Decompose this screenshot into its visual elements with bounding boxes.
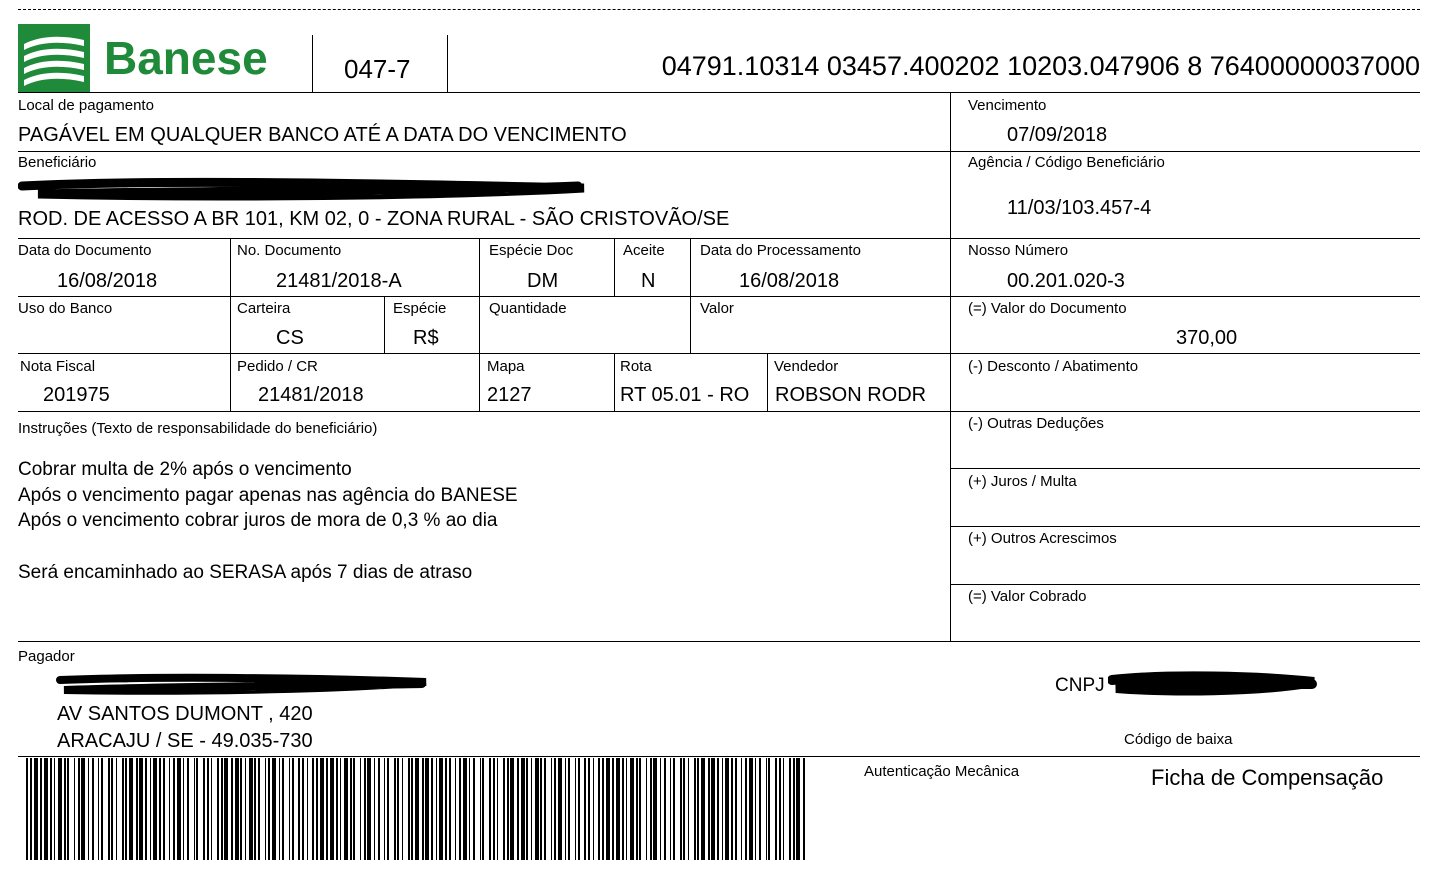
- pedido-value: 21481/2018: [258, 384, 364, 406]
- barcode-bar: [793, 758, 795, 860]
- col-line: [479, 238, 480, 411]
- row-line: [950, 584, 1420, 585]
- barcode-bar: [510, 758, 514, 860]
- nosso-numero-label: Nosso Número: [968, 242, 1069, 259]
- barcode-bar: [40, 758, 42, 860]
- barcode-bar: [606, 758, 610, 860]
- barcode-bar: [81, 758, 85, 860]
- barcode-bar: [92, 758, 94, 860]
- barcode-bar: [249, 758, 253, 860]
- barcode-bar: [111, 758, 113, 860]
- barcode-bar: [459, 758, 461, 860]
- barcode-bar: [98, 758, 99, 860]
- barcode-bar: [268, 758, 270, 860]
- barcode-bar: [680, 758, 682, 860]
- barcode-bar: [34, 758, 38, 860]
- barcode-bar: [163, 758, 165, 860]
- bank-name: Banese: [104, 32, 268, 84]
- barcode-bar: [136, 758, 138, 860]
- barcode-bar: [88, 758, 89, 860]
- barcode-bar: [422, 758, 424, 860]
- barcode-bar: [265, 758, 266, 860]
- row-line: [18, 238, 1420, 239]
- barcode-bar: [194, 758, 195, 860]
- nosso-numero-value: 00.201.020-3: [1007, 270, 1125, 292]
- barcode-bar: [203, 758, 205, 860]
- instrucoes-label: Instruções (Texto de responsabilidade do beneficiário): [18, 420, 378, 437]
- barcode-bar: [493, 758, 495, 860]
- agencia-value: 11/03/103.457-4: [1007, 197, 1152, 219]
- barcode-bar: [378, 758, 380, 860]
- local-pagamento-label: Local de pagamento: [18, 97, 154, 114]
- barcode-bar: [272, 758, 276, 860]
- barcode-bar: [397, 758, 399, 860]
- barcode-bar: [646, 758, 647, 860]
- barcode-bar: [745, 758, 747, 860]
- col-line: [230, 238, 231, 411]
- barcode-bar: [660, 758, 661, 860]
- autenticacao-label: Autenticação Mecânica: [864, 763, 1020, 780]
- barcode-bar: [779, 758, 781, 860]
- pagador-address-line2: ARACAJU / SE - 49.035-730: [57, 730, 313, 752]
- barcode-bar: [207, 758, 209, 860]
- barcode-bar: [683, 758, 685, 860]
- barcode-bar: [759, 758, 761, 860]
- rota-label: Rota: [620, 358, 652, 375]
- barcode-bar: [78, 758, 80, 860]
- row-line: [950, 468, 1420, 469]
- cnpj-label: CNPJ: [1055, 675, 1105, 696]
- row-line: [18, 296, 1420, 297]
- barcode-bar: [565, 758, 566, 860]
- barcode-bar: [749, 758, 753, 860]
- barcode-bar: [312, 758, 314, 860]
- barcode-bar: [578, 758, 580, 860]
- mapa-label: Mapa: [487, 358, 525, 375]
- barcode-bar: [526, 758, 528, 860]
- barcode-bar: [240, 758, 242, 860]
- barcode-bar: [630, 758, 634, 860]
- barcode-bar: [482, 758, 484, 860]
- barcode-bar: [108, 758, 110, 860]
- outros-acrescimos-label: (+) Outros Acrescimos: [968, 530, 1117, 547]
- pagador-label: Pagador: [18, 648, 75, 665]
- barcode-bar: [254, 758, 256, 860]
- barcode-bar: [731, 758, 733, 860]
- barcode-bar: [708, 758, 710, 860]
- barcode-bar: [436, 758, 437, 860]
- juros-label: (+) Juros / Multa: [968, 473, 1077, 490]
- barcode-bar: [449, 758, 451, 860]
- barcode-bar: [593, 758, 594, 860]
- row-line: [18, 353, 1420, 354]
- col-line: [767, 353, 768, 411]
- barcode-bar: [302, 758, 304, 860]
- redaction-scribble: [56, 672, 432, 700]
- instruction-line: Cobrar multa de 2% após o vencimento: [18, 459, 352, 480]
- pagador-address-line1: AV SANTOS DUMONT , 420: [57, 703, 313, 725]
- barcode-bar: [245, 758, 246, 860]
- barcode-bar: [588, 758, 590, 860]
- barcode-bar: [159, 758, 161, 860]
- row-line: [18, 411, 1420, 412]
- row-line: [18, 756, 1420, 757]
- barcode-bar: [673, 758, 675, 860]
- barcode-bar: [602, 758, 604, 860]
- ficha-compensacao-label: Ficha de Compensação: [1151, 765, 1384, 790]
- nota-fiscal-label: Nota Fiscal: [20, 358, 96, 375]
- row-line: [18, 641, 1420, 642]
- barcode-bar: [289, 758, 290, 860]
- barcode-bar: [783, 758, 784, 860]
- barcode-bar: [408, 758, 410, 860]
- barcode-bar: [183, 758, 184, 860]
- barcode-bar: [803, 758, 805, 860]
- barcode-bar: [616, 758, 620, 860]
- barcode-bar: [622, 758, 624, 860]
- barcode-bar: [402, 758, 403, 860]
- barcode-bar: [125, 758, 127, 860]
- barcode-bar: [145, 758, 147, 860]
- barcode-bar: [292, 758, 294, 860]
- barcode-bar: [517, 758, 519, 860]
- barcode-bar: [650, 758, 652, 860]
- barcode-bar: [279, 758, 280, 860]
- data-documento-label: Data do Documento: [18, 242, 152, 259]
- barcode-bar: [722, 758, 723, 860]
- barcode-bar: [30, 758, 32, 860]
- digitable-line: 04791.10314 03457.400202 10203.047906 8 76400000037000: [661, 51, 1420, 81]
- barcode-bar: [636, 758, 638, 860]
- barcode-bar: [626, 758, 627, 860]
- barcode-bar: [540, 758, 542, 860]
- barcode-bar: [353, 758, 355, 860]
- local-pagamento-value: PAGÁVEL EM QUALQUER BANCO ATÉ A DATA DO VENCIMENTO: [18, 124, 627, 146]
- especie-value: R$: [413, 327, 439, 349]
- barcode-bar: [64, 758, 66, 860]
- barcode-bar: [670, 758, 671, 860]
- barcode-bar: [717, 758, 719, 860]
- barcode-bar: [766, 758, 767, 860]
- outras-deducoes-label: (-) Outras Deduções: [968, 415, 1104, 432]
- banese-logo-icon: [18, 24, 90, 92]
- barcode-bar: [551, 758, 552, 860]
- barcode-bar: [521, 758, 525, 860]
- barcode-bar: [54, 758, 55, 860]
- barcode-bar: [384, 758, 385, 860]
- pedido-label: Pedido / CR: [237, 358, 318, 375]
- barcode-bar: [336, 758, 338, 860]
- col-line: [690, 238, 691, 353]
- barcode-bar: [568, 758, 570, 860]
- barcode-bar: [196, 758, 198, 860]
- vencimento-label: Vencimento: [968, 97, 1047, 114]
- barcode-bar: [415, 758, 419, 860]
- barcode-bar: [224, 758, 228, 860]
- barcode-bar: [664, 758, 666, 860]
- barcode-bar: [469, 758, 470, 860]
- valor-cobrado-label: (=) Valor Cobrado: [968, 588, 1087, 605]
- aceite-label: Aceite: [623, 242, 665, 259]
- barcode-bar: [796, 758, 800, 860]
- barcode-bar: [473, 758, 475, 860]
- valor-documento-value: 370,00: [1176, 327, 1238, 349]
- barcode-bar: [187, 758, 189, 860]
- barcode-bar: [653, 758, 657, 860]
- no-documento-value: 21481/2018-A: [276, 270, 402, 292]
- barcode-bar: [639, 758, 641, 860]
- barcode-bar: [554, 758, 556, 860]
- barcode-bar: [768, 758, 770, 860]
- especie-doc-label: Espécie Doc: [489, 242, 574, 259]
- divider: [447, 35, 448, 92]
- row-line: [18, 92, 1420, 93]
- barcode-bar: [531, 758, 532, 860]
- especie-doc-value: DM: [527, 270, 559, 292]
- barcode-bar: [44, 758, 48, 860]
- barcode-bar: [298, 758, 300, 860]
- barcode-bar: [694, 758, 696, 860]
- barcode-bar: [320, 758, 324, 860]
- valor-documento-label: (=) Valor do Documento: [968, 300, 1127, 317]
- redaction-scribble: [18, 176, 588, 206]
- vencimento-value: 07/09/2018: [1007, 124, 1108, 146]
- desconto-label: (-) Desconto / Abatimento: [968, 358, 1139, 375]
- barcode-bar: [364, 758, 366, 860]
- barcode-bar: [735, 758, 737, 860]
- barcode-bar: [139, 758, 143, 860]
- rota-value: RT 05.01 - RO: [620, 384, 750, 406]
- instruction-line: Será encaminhado ao SERASA após 7 dias de atraso: [18, 562, 473, 583]
- barcode-bar: [711, 758, 715, 860]
- barcode-bar: [612, 758, 614, 860]
- barcode-bar: [575, 758, 576, 860]
- barcode-bar: [755, 758, 756, 860]
- barcode-bar: [489, 758, 491, 860]
- col-line: [384, 296, 385, 353]
- bank-code: 047-7: [344, 54, 411, 84]
- carteira-value: CS: [276, 327, 304, 349]
- uso-banco-label: Uso do Banco: [18, 300, 113, 317]
- barcode-bar: [153, 758, 157, 860]
- barcode-bar: [439, 758, 443, 860]
- barcode-bar: [211, 758, 212, 860]
- barcode-bar: [350, 758, 352, 860]
- row-line: [18, 151, 1420, 152]
- redaction-scribble: [1108, 670, 1320, 700]
- col-line: [950, 92, 951, 641]
- nota-fiscal-value: 201975: [43, 384, 110, 406]
- barcode-bar: [725, 758, 729, 860]
- barcode-bar: [411, 758, 413, 860]
- row-line: [950, 526, 1420, 527]
- barcode-bar: [58, 758, 62, 860]
- barcode-bar: [367, 758, 371, 860]
- vendedor-value: ROBSON RODR: [775, 384, 927, 406]
- cut-line: [18, 9, 1420, 10]
- barcode-bar: [173, 758, 175, 860]
- aceite-value: N: [641, 270, 656, 292]
- barcode-bar: [455, 758, 456, 860]
- barcode-bar: [129, 758, 133, 860]
- beneficiario-label: Beneficiário: [18, 154, 97, 171]
- barcode-bar: [463, 758, 467, 860]
- barcode-bar: [231, 758, 233, 860]
- barcode-bar: [344, 758, 348, 860]
- agencia-label: Agência / Código Beneficiário: [968, 154, 1165, 171]
- col-line: [614, 238, 615, 296]
- barcode-bar: [445, 758, 447, 860]
- col-line: [614, 353, 615, 411]
- barcode-bar: [122, 758, 124, 860]
- barcode-bar: [431, 758, 433, 860]
- barcode-bar: [258, 758, 260, 860]
- barcode-bar: [67, 758, 69, 860]
- barcode-bar: [775, 758, 777, 860]
- barcode-bar: [330, 758, 334, 860]
- no-documento-label: No. Documento: [237, 242, 342, 259]
- barcode-bar: [544, 758, 546, 860]
- barcode-bar: [169, 758, 170, 860]
- barcode-bar: [26, 758, 28, 860]
- data-documento-value: 16/08/2018: [57, 270, 158, 292]
- barcode-bar: [387, 758, 389, 860]
- barcode-bar: [688, 758, 689, 860]
- barcode-bar: [598, 758, 600, 860]
- barcode-bar: [217, 758, 219, 860]
- especie-label: Espécie: [393, 300, 447, 317]
- barcode-bar: [480, 758, 481, 860]
- barcode-bar: [497, 758, 498, 860]
- barcode-bar: [316, 758, 318, 860]
- barcode-bar: [789, 758, 791, 860]
- beneficiario-address: ROD. DE ACESSO A BR 101, KM 02, 0 - ZONA RURAL - SÃO CRISTOVÃO/SE: [18, 208, 730, 230]
- quantidade-label: Quantidade: [489, 300, 567, 317]
- data-processamento-value: 16/08/2018: [739, 270, 840, 292]
- barcode-bar: [50, 758, 52, 860]
- barcode-bar: [374, 758, 375, 860]
- barcode-bar: [503, 758, 505, 860]
- barcode-bar: [177, 758, 181, 860]
- barcode-bar: [326, 758, 328, 860]
- valor-label: Valor: [700, 300, 734, 317]
- instruction-line: Após o vencimento cobrar juros de mora de 0,3 % ao dia: [18, 510, 498, 531]
- codigo-baixa-label: Código de baixa: [1124, 731, 1233, 748]
- divider: [312, 35, 313, 92]
- barcode-bar: [558, 758, 562, 860]
- barcode-bar: [701, 758, 705, 860]
- barcode-bar: [360, 758, 361, 860]
- mapa-value: 2127: [487, 384, 532, 406]
- barcode-bar: [307, 758, 308, 860]
- barcode-bar: [741, 758, 742, 860]
- barcode-bar: [340, 758, 341, 860]
- data-processamento-label: Data do Processamento: [700, 242, 861, 259]
- barcode-bar: [235, 758, 239, 860]
- barcode-bar: [282, 758, 284, 860]
- vendedor-label: Vendedor: [774, 358, 839, 375]
- barcode-bar: [221, 758, 223, 860]
- barcode-bar: [116, 758, 117, 860]
- carteira-label: Carteira: [237, 300, 291, 317]
- barcode-bar: [584, 758, 586, 860]
- barcode-bar: [74, 758, 75, 860]
- barcode-bar: [535, 758, 539, 860]
- barcode-bar: [101, 758, 103, 860]
- barcode: [26, 758, 806, 860]
- barcode-bar: [507, 758, 509, 860]
- barcode-bar: [425, 758, 429, 860]
- instruction-line: Após o vencimento pagar apenas nas agência do BANESE: [18, 485, 518, 506]
- barcode-bar: [697, 758, 699, 860]
- barcode-bar: [394, 758, 396, 860]
- barcode-bar: [150, 758, 151, 860]
